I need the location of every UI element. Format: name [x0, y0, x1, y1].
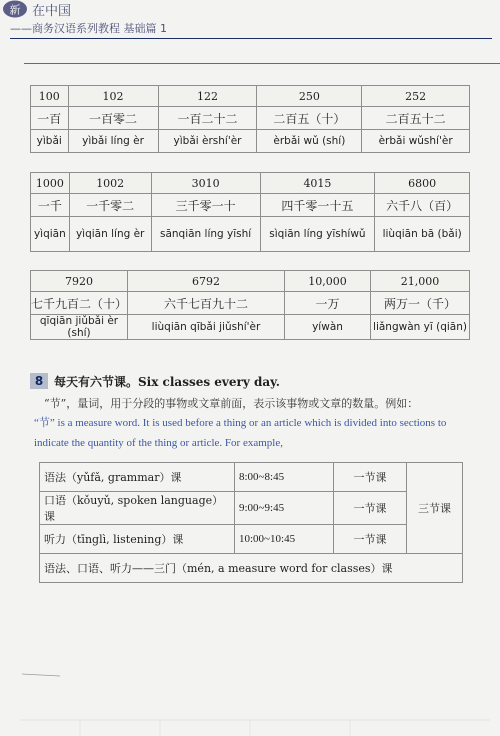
hanzi-cell: 两万一（千） [371, 292, 470, 315]
number-cell: 102 [68, 86, 158, 107]
number-cell: 122 [158, 86, 257, 107]
count-cell: 一节课 [334, 492, 407, 525]
number-cell: 4015 [260, 173, 375, 194]
pinyin-cell: èrbǎi wǔshí'èr [362, 130, 470, 153]
numbers-table-thousands [30, 172, 470, 252]
pinyin-cell: sìqiān líng yīshíwǔ [260, 217, 375, 252]
table-row [40, 492, 463, 525]
hanzi-cell: 二百五（十） [257, 107, 362, 130]
number-cell: 7920 [31, 271, 128, 292]
hanzi-cell: 六千七百九十二 [128, 292, 285, 315]
hanzi-cell: 七千九百二（十） [31, 292, 128, 315]
pinyin-cell: liùqiān bā (bǎi) [375, 217, 470, 252]
hanzi-cell: 四千零一十五 [260, 194, 375, 217]
book-title: 在中国 [32, 4, 72, 19]
table-row [40, 554, 463, 583]
header-divider [10, 38, 492, 39]
scan-bleed-marks [20, 670, 490, 736]
table-row [31, 194, 470, 217]
hanzi-cell: 一百零二 [68, 107, 158, 130]
hanzi-cell: 一百二十二 [158, 107, 257, 130]
hanzi-cell: 一千 [31, 194, 70, 217]
table-row [31, 271, 470, 292]
table-row [31, 292, 470, 315]
class-schedule-table [39, 462, 463, 583]
series-title: ——商务汉语系列教程 基础篇 1 [10, 22, 167, 35]
section-title: 每天有六节课。Six classes every day. [54, 375, 280, 389]
number-cell: 1000 [31, 173, 70, 194]
summary-cell: 语法、口语、听力——三门（mén, a measure word for classes）课 [40, 554, 463, 583]
numbers-table-hundreds [30, 85, 470, 153]
table-row [31, 173, 470, 194]
table-row [40, 525, 463, 554]
table-row [31, 130, 470, 153]
count-cell: 一节课 [334, 463, 407, 492]
number-cell: 6800 [375, 173, 470, 194]
number-cell: 250 [257, 86, 362, 107]
hanzi-cell: 六千八（百） [375, 194, 470, 217]
pinyin-cell: yíwàn [285, 315, 371, 340]
count-cell: 一节课 [334, 525, 407, 554]
number-cell: 1002 [69, 173, 151, 194]
hanzi-cell: 一千零二 [69, 194, 151, 217]
book-logo [2, 0, 28, 18]
number-cell: 10,000 [285, 271, 371, 292]
header-divider-secondary [24, 63, 500, 64]
total-cell: 三节课 [407, 463, 463, 554]
section-number-badge: 8 [30, 373, 48, 389]
time-cell: 9:00~9:45 [235, 492, 334, 525]
table-row [31, 107, 470, 130]
pinyin-cell: èrbǎi wǔ (shí) [257, 130, 362, 153]
explanation-chinese: “节”，量词，用于分段的事物或文章前面，表示该事物或文章的数量。例如： [44, 397, 419, 410]
number-cell: 6792 [128, 271, 285, 292]
explanation-english: “节” is a measure word. It is used before a thing or an article which is divided into sections to indicate the quantity of the thing or article. For example, [34, 417, 447, 449]
number-cell: 21,000 [371, 271, 470, 292]
table-row [31, 217, 470, 252]
number-cell: 100 [31, 86, 69, 107]
pinyin-cell: liǎngwàn yī (qiān) [371, 315, 470, 340]
hanzi-cell: 一万 [285, 292, 371, 315]
pinyin-cell: yìbǎi [31, 130, 69, 153]
page-header [0, 0, 500, 44]
subject-cell: 口语（kǒuyǔ, spoken language）课 [40, 492, 235, 525]
table-row [31, 86, 470, 107]
pinyin-cell: sānqiān líng yīshí [151, 217, 260, 252]
number-cell: 3010 [151, 173, 260, 194]
pinyin-cell: qīqiān jiǔbǎi èr (shí) [31, 315, 128, 340]
pinyin-cell: yìbǎi èrshí'èr [158, 130, 257, 153]
table-row [31, 315, 470, 340]
numbers-table-large [30, 270, 470, 340]
pinyin-cell: yìqiān líng èr [69, 217, 151, 252]
subject-cell: 语法（yǔfǎ, grammar）课 [40, 463, 235, 492]
svg-text:新: 新 [9, 3, 21, 17]
hanzi-cell: 二百五十二 [362, 107, 470, 130]
number-cell: 252 [362, 86, 470, 107]
pinyin-cell: yìbǎi líng èr [68, 130, 158, 153]
hanzi-cell: 三千零一十 [151, 194, 260, 217]
time-cell: 8:00~8:45 [235, 463, 334, 492]
time-cell: 10:00~10:45 [235, 525, 334, 554]
pinyin-cell: yìqiān [31, 217, 70, 252]
subject-cell: 听力（tīnglì, listening）课 [40, 525, 235, 554]
hanzi-cell: 一百 [31, 107, 69, 130]
table-row [40, 463, 463, 492]
pinyin-cell: liùqiān qībǎi jiǔshí'èr [128, 315, 285, 340]
